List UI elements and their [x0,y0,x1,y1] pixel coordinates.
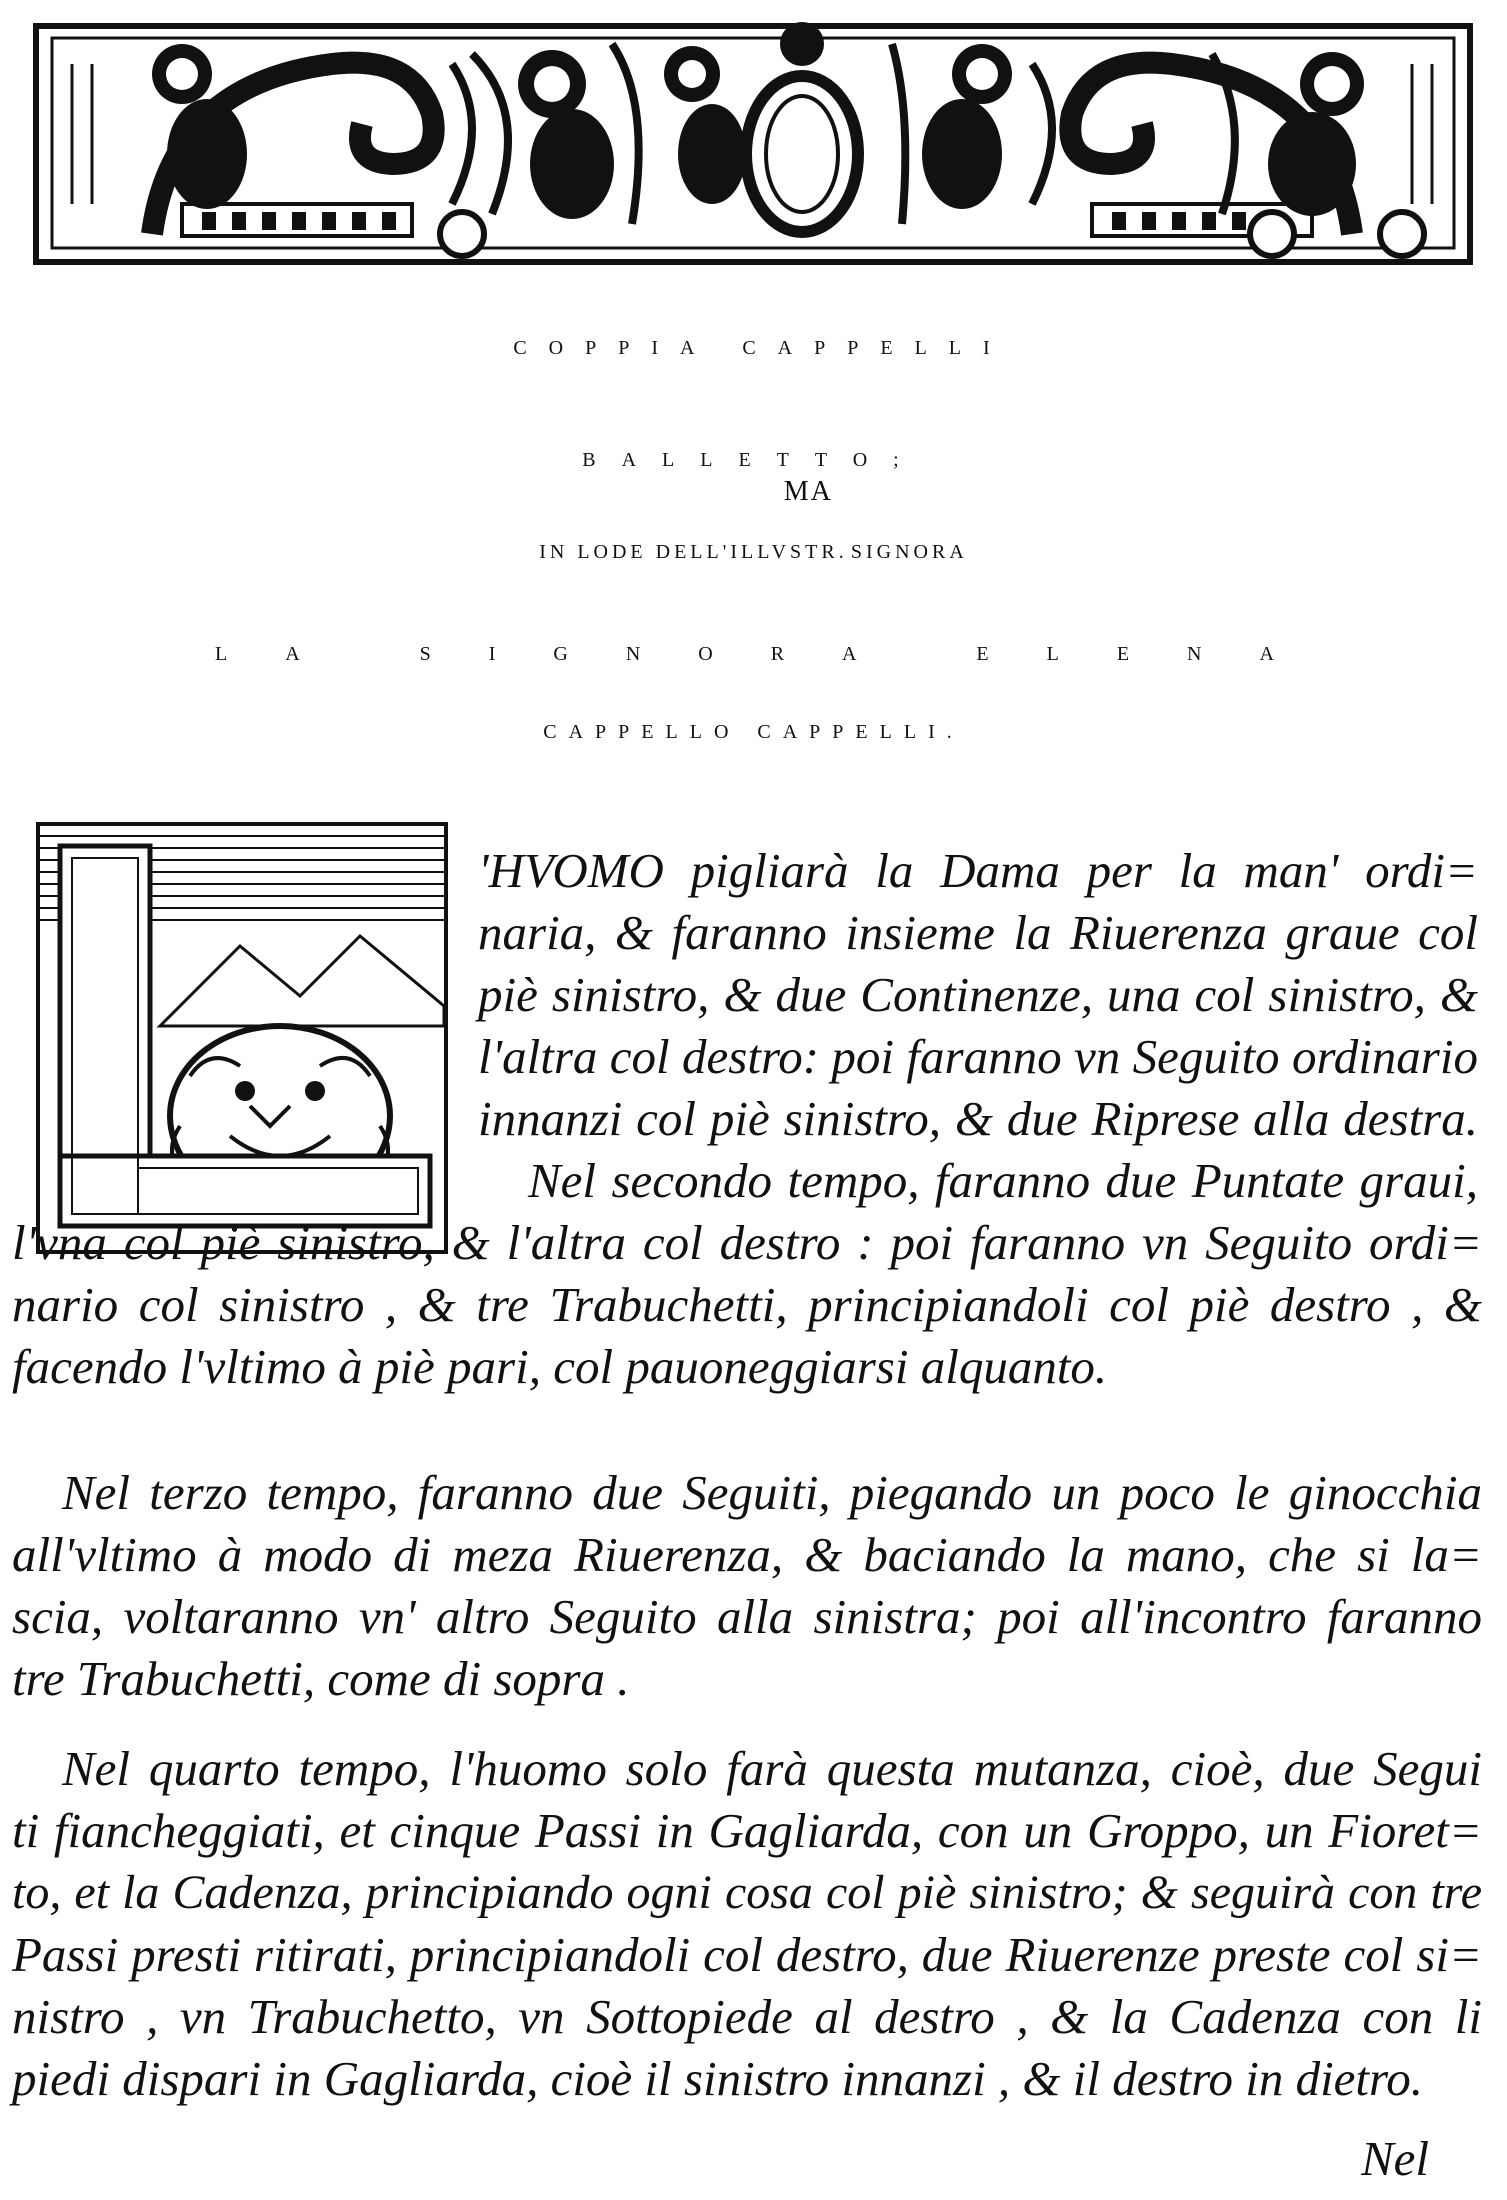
text-line: Nel secondo tempo, faranno due Puntate graui, [528,1153,1478,1208]
text-line: Nel quarto tempo, l'huomo solo farà questa mutanza, cioè, due Segui [62,1741,1482,1796]
text-line: piè sinistro, & due Continenze, una col sinistro, & [478,967,1478,1022]
catchword: Nel [1360,2131,1429,2186]
text-line: tre Trabuchetti, come di sopra . [12,1651,630,1706]
text-line: 'HVOMO pigliarà la Dama per la man' ordi= [478,843,1478,898]
text-line: Nel terzo tempo, faranno due Seguiti, piegando un poco le ginocchia [62,1465,1482,1520]
text-line: ti fiancheggiati, et cinque Passi in Gagliarda, con un Groppo, un Fioret= [12,1803,1482,1858]
text-line: to, et la Cadenza, principiando ogni cosa col piè sinistro; & seguirà con tre [12,1866,1482,1919]
text-line: l'altra col destro: poi faranno vn Seguito ordinario [478,1029,1478,1084]
dedication-line-3: CAPPELLO CAPPELLI. [543,721,964,743]
text-line: innanzi col piè sinistro, & due Riprese alla destra. [478,1091,1478,1146]
text-line: Passi presti ritirati, principiandoli col destro, due Riuerenze preste col si= [12,1927,1482,1982]
dedication-line-2: LA SIGNORA ELENA [215,643,1332,665]
lion-head-ornament-icon [40,826,444,1250]
dedication-line-1 [0,476,1507,602]
text-line: nistro , vn Trabuchetto, vn Sottopiede al destro , & la Cadenza con li [12,1989,1482,2044]
text-line: l'vna col piè sinistro, & l'altra col destro : poi faranno vn Seguito ordi= [12,1215,1482,1270]
text-line: facendo l'vltimo à piè pari, col pauoneggiarsi alquanto. [12,1339,1108,1394]
woodcut-banner-ornament [32,4,1474,266]
paragraph-2 [12,1462,1482,1710]
text-line: naria, & faranno insieme la Riuerenza graue col [478,905,1478,960]
dedication-superscript: MA [783,476,833,507]
text-line: piedi dispari in Gagliarda, cioè il sinistro innanzi , & il destro in dietro. [12,2051,1424,2106]
page-subtitle: BALLETTO; [582,449,925,471]
woodcut-cherubs-banner-icon [32,4,1474,266]
text-line: nario col sinistro , & tre Trabuchetti, principiandoli col piè destro , & [12,1277,1482,1332]
page-title: COPPIA CAPPELLI [513,337,1012,359]
paragraph-3 [12,1738,1482,2110]
text-line: scia, voltaranno vn' altro Seguito alla sinistra; poi all'incontro faranno [12,1589,1482,1644]
paragraph-1-continued [12,1212,1482,1398]
decorated-initial [36,822,448,1254]
dedication-line-1-end: SIGNORA [850,541,968,563]
paragraph-1-beside-initial [478,840,1478,1212]
dedication-line-1-main: IN LODE DELL'ILLVSTR. [539,541,848,563]
text-line: all'vltimo à modo di meza Riuerenza, & baciando la mano, che si la= [12,1527,1482,1582]
